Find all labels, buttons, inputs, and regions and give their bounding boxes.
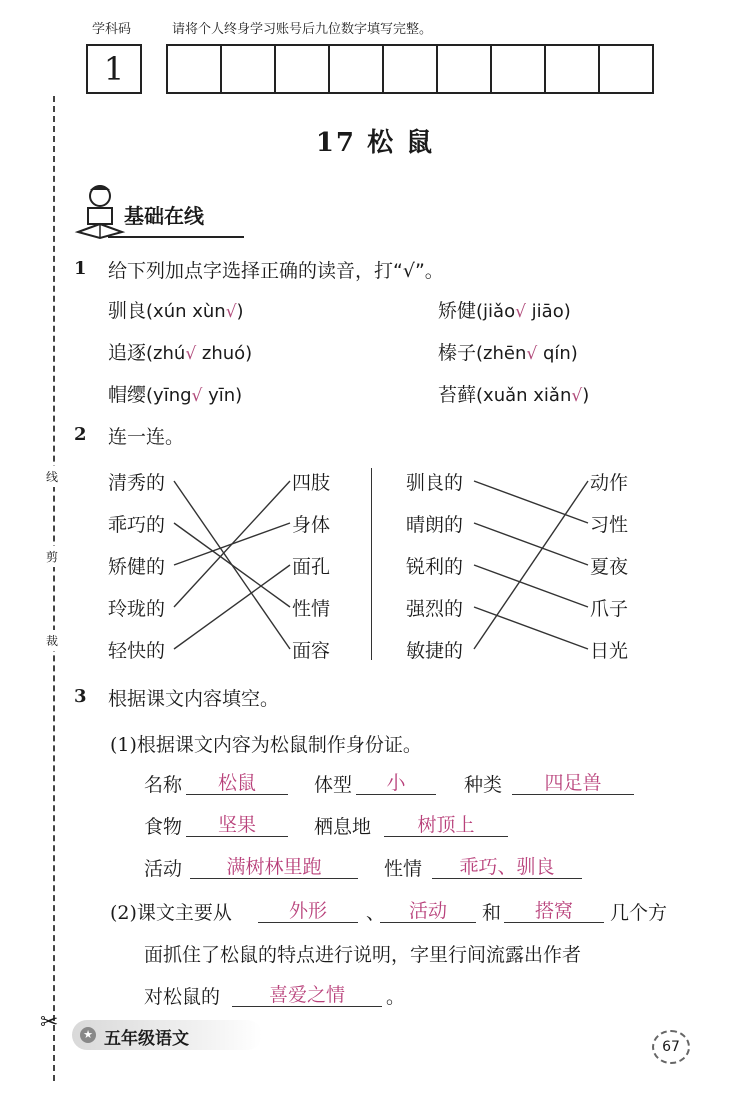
cut-line-char: 剪 — [46, 546, 58, 567]
pinyin-close: jiāo) — [525, 301, 571, 322]
answer-temperament[interactable]: 乖巧、驯良 — [459, 856, 555, 878]
field-label: 体型 — [314, 774, 353, 796]
answer-feeling[interactable]: 喜爱之情 — [268, 984, 345, 1006]
match-mid-item[interactable]: 性情 — [292, 598, 331, 620]
match-left-item[interactable]: 玲珑的 — [108, 598, 166, 620]
check-mark-icon: √ — [526, 344, 538, 364]
pinyin-options[interactable]: (zhú — [146, 343, 186, 364]
lesson-title: 17 松 鼠 — [315, 128, 435, 158]
page-number: 67 — [652, 1030, 690, 1064]
question-text: 给下列加点字选择正确的读音，打“√”。 — [108, 260, 444, 282]
match-line — [174, 523, 290, 607]
sentence-text: 对松鼠的 — [144, 986, 221, 1008]
match-line — [474, 523, 588, 565]
answer-kind[interactable]: 四足兽 — [544, 772, 602, 794]
match-left-item[interactable]: 强烈的 — [406, 598, 464, 620]
pinyin-close: qín) — [537, 343, 578, 364]
match-mid-item[interactable]: 面容 — [292, 640, 331, 662]
word: 驯良 — [108, 300, 147, 322]
check-mark-icon: √ — [191, 386, 203, 406]
match-mid-item[interactable]: 面孔 — [292, 556, 331, 578]
field-label: 栖息地 — [314, 816, 372, 838]
question-text: 根据课文内容填空。 — [108, 688, 280, 710]
match-left-item[interactable]: 驯良的 — [406, 472, 464, 494]
pinyin-close: yīn) — [202, 385, 243, 406]
field-label: 食物 — [144, 816, 183, 838]
sub-question-2: (2)课文主要从 — [110, 902, 232, 924]
check-mark-icon: √ — [515, 302, 526, 322]
match-right-item[interactable]: 动作 — [590, 472, 629, 494]
answer-activity[interactable]: 满树林里跑 — [226, 856, 322, 878]
question-number: 1 — [74, 258, 87, 279]
answer-habitat[interactable]: 树顶上 — [417, 814, 475, 836]
sentence-text: 几个方 — [610, 902, 668, 924]
answer-name[interactable]: 松鼠 — [217, 772, 256, 794]
field-label: 性情 — [384, 858, 423, 880]
match-left-item[interactable]: 矫健的 — [108, 556, 166, 578]
check-mark-icon: √ — [185, 344, 197, 364]
pinyin-close: ) — [236, 301, 244, 322]
subject-code-box: 1 — [86, 44, 142, 94]
answer-size[interactable]: 小 — [386, 772, 406, 794]
match-left-item[interactable]: 清秀的 — [108, 472, 166, 494]
match-mid-item[interactable]: 四肢 — [292, 472, 331, 494]
match-line — [474, 481, 588, 523]
cut-line-char: 裁 — [46, 630, 58, 651]
match-left-item[interactable]: 晴朗的 — [406, 514, 464, 536]
book-label: 五年级语文 — [104, 1029, 189, 1049]
scissors-icon: ✂ — [40, 1010, 59, 1035]
field-label: 种类 — [464, 774, 503, 796]
pinyin-options[interactable]: (zhēn — [476, 343, 527, 364]
check-mark-icon: √ — [571, 386, 583, 406]
question-number: 2 — [74, 424, 87, 445]
question-text: 连一连。 — [108, 426, 185, 448]
field-label: 活动 — [144, 858, 183, 880]
match-left-item[interactable]: 锐利的 — [406, 556, 464, 578]
pinyin-options[interactable]: (xún xùn — [146, 301, 226, 322]
question-number: 3 — [74, 686, 87, 707]
match-line — [474, 607, 588, 649]
match-line — [174, 481, 290, 607]
answer-food[interactable]: 坚果 — [217, 814, 256, 836]
pinyin-close: ) — [582, 385, 590, 406]
pinyin-options[interactable]: (xuǎn xiǎn — [476, 385, 572, 406]
word: 矫健 — [438, 300, 477, 322]
pinyin-options[interactable]: (jiǎo — [476, 301, 516, 322]
sentence-end: 。 — [386, 986, 406, 1008]
match-line — [474, 565, 588, 607]
separator: 、 — [366, 902, 386, 924]
match-right-item[interactable]: 爪子 — [590, 598, 629, 620]
pinyin-close: zhuó) — [196, 343, 253, 364]
section-heading: 基础在线 — [124, 204, 204, 228]
word: 帽缨 — [108, 384, 147, 406]
cut-line-char: 线 — [46, 466, 58, 487]
answer-aspect-3[interactable]: 搭窝 — [534, 900, 573, 922]
check-mark-icon: √ — [225, 302, 237, 322]
star-icon: ★ — [80, 1027, 96, 1043]
pinyin-options[interactable]: (yīng — [146, 385, 192, 406]
match-mid-item[interactable]: 身体 — [292, 514, 331, 536]
answer-aspect-1[interactable]: 外形 — [288, 900, 327, 922]
answer-aspect-2[interactable]: 活动 — [408, 900, 447, 922]
sub-question-1: (1)根据课文内容为松鼠制作身份证。 — [110, 734, 422, 756]
field-label: 名称 — [144, 774, 183, 796]
match-left-item[interactable]: 轻快的 — [108, 640, 166, 662]
match-line — [174, 565, 290, 649]
word: 苔藓 — [438, 384, 477, 406]
word: 榛子 — [438, 342, 477, 364]
match-right-item[interactable]: 夏夜 — [590, 556, 629, 578]
match-right-item[interactable]: 习性 — [590, 514, 629, 536]
account-instruction: 请将个人终身学习账号后九位数字填写完整。 — [172, 22, 433, 37]
word: 追逐 — [108, 342, 147, 364]
match-line — [474, 481, 588, 649]
sentence-text: 面抓住了松鼠的特点进行说明，字里行间流露出作者 — [144, 944, 582, 966]
conjunction: 和 — [482, 902, 502, 924]
match-left-item[interactable]: 敏捷的 — [406, 640, 464, 662]
match-right-item[interactable]: 日光 — [590, 640, 629, 662]
match-left-item[interactable]: 乖巧的 — [108, 514, 166, 536]
subject-code-label: 学科码 — [92, 22, 132, 37]
